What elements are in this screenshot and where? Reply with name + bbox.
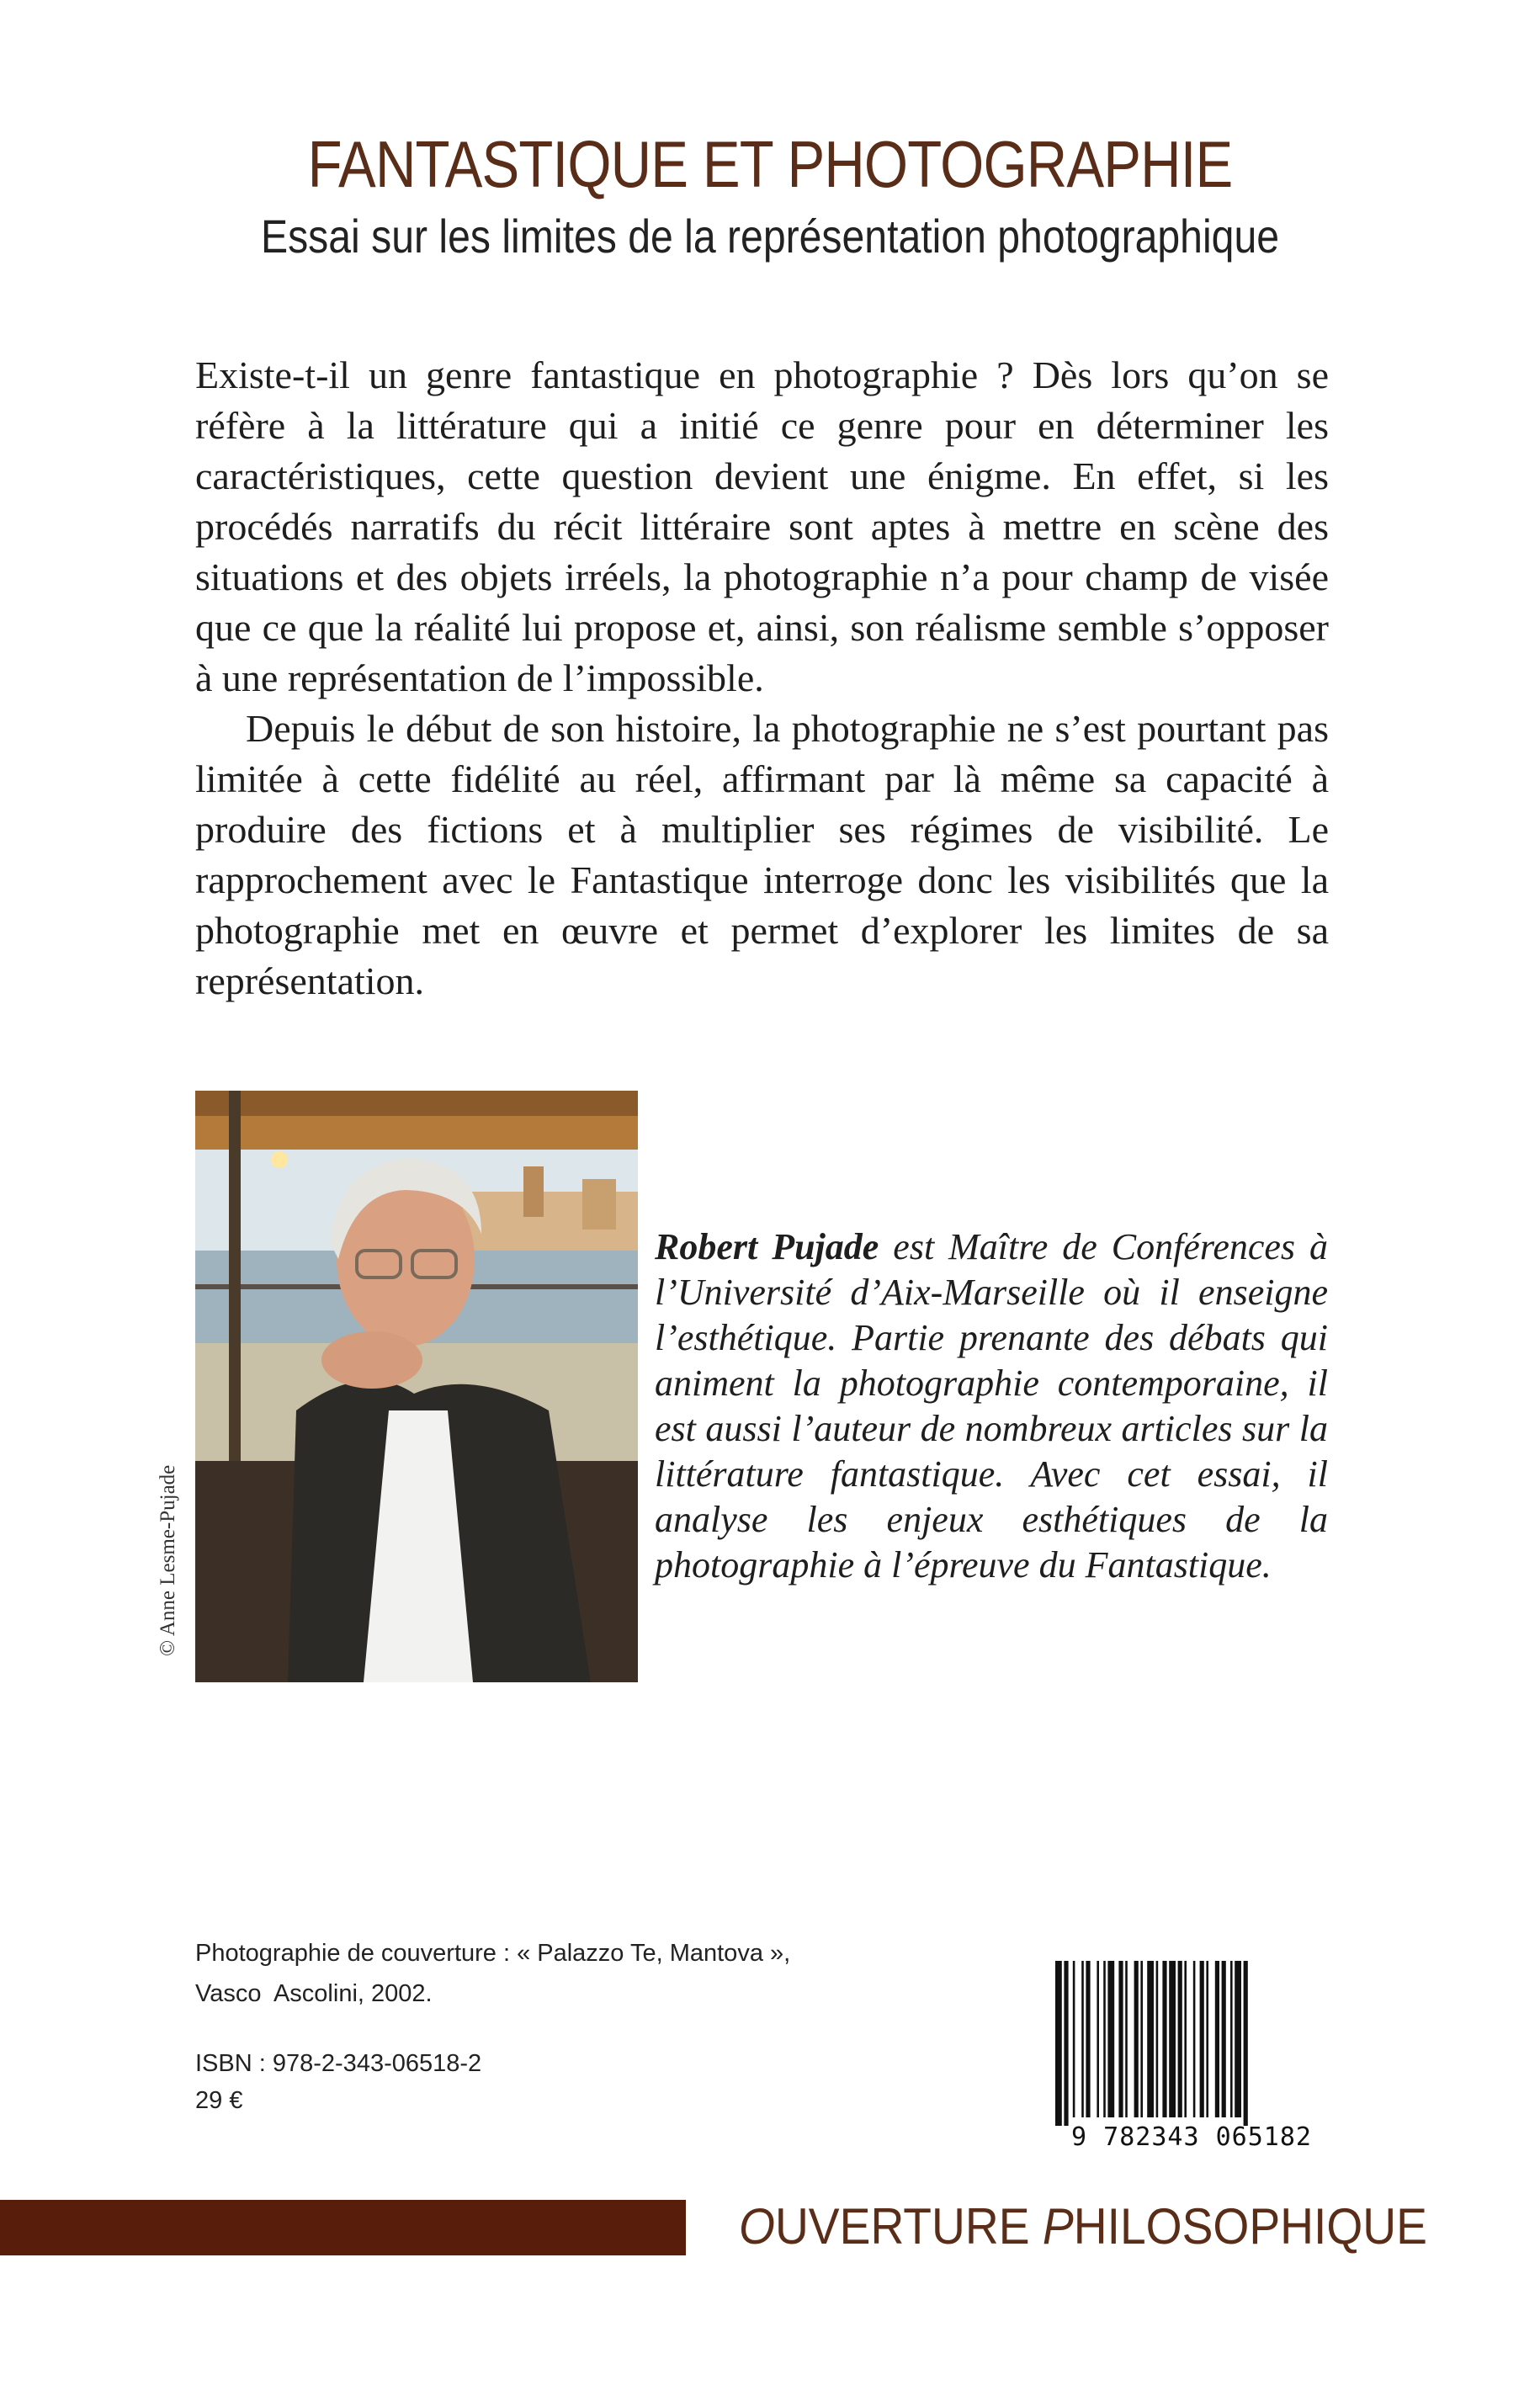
cover-photo-line-2: Vasco Ascolini, 2002. (195, 1980, 433, 2007)
barcode-bar (1169, 1961, 1176, 2117)
photo-credit: © Anne Lesme-Pujade (157, 1464, 179, 1656)
barcode-bar (1118, 1961, 1123, 2117)
isbn: ISBN : 978-2-343-06518-2 (195, 2050, 482, 2077)
collection-color-bar (0, 2200, 686, 2255)
barcode-bar (1081, 1961, 1084, 2117)
book-title: FANTASTIQUE ET PHOTOGRAPHIE (307, 127, 1233, 201)
collection-name (739, 2193, 1427, 2260)
barcode-bar (1193, 1961, 1196, 2117)
cover-photo-credit (195, 1933, 953, 2014)
barcode-bar (1086, 1961, 1090, 2117)
barcode (1054, 1961, 1330, 2126)
author-bio (655, 1224, 1328, 1588)
barcode-bar (1235, 1961, 1241, 2117)
barcode-bar (1073, 1961, 1075, 2117)
barcode-number: 9 782343 065182 (1071, 2122, 1312, 2152)
barcode-bar (1200, 1961, 1204, 2117)
barcode-bar (1097, 1961, 1099, 2117)
author-name: Robert Pujade (655, 1226, 879, 1267)
barcode-bar (1222, 1961, 1226, 2117)
collection-word-2: HILOSOPHIQUE (1073, 2198, 1427, 2255)
barcode-bar (1162, 1961, 1166, 2117)
back-cover-blurb (195, 350, 1329, 1007)
barcode-bar (1147, 1961, 1154, 2117)
blurb-paragraph-2: Depuis le début de son histoire, la photographie ne s’est pourtant pas limitée à cette fidélité au réel, affirmant par là même sa capacité à produire des fictions et à multiplier ses régimes de visibilité. Le rapprochement avec le Fantastique interroge donc les visibilités que la photographie met en œuvre et permet d’explorer les limites de sa représentation. (195, 707, 1329, 1002)
cover-photo-line-1: Photographie de couverture : « Palazzo Te, Mantova », (195, 1940, 791, 1967)
isbn-price-block (195, 2045, 481, 2119)
barcode-bar (1140, 1961, 1143, 2117)
barcode-bar (1125, 1961, 1128, 2117)
barcode-bar (1156, 1961, 1159, 2117)
barcode-bar (1206, 1961, 1208, 2117)
author-photo (195, 1091, 638, 1682)
barcode-bar (1244, 1961, 1248, 2126)
barcode-bar (1064, 1961, 1068, 2126)
collection-letter-p: P (1042, 2198, 1074, 2255)
blurb-paragraph-1: Existe-t-il un genre fantastique en photographie ? Dès lors qu’on se réfère à la littérature qui a initié ce genre pour en déterminer les caractéristiques, cette question devient une énigme. En effet, si les procédés narratifs du récit littéraire sont aptes à mettre en scène des situations et des objets irréels, la photographie n’a pour champ de visée que ce que la réalité lui propose et, ainsi, son réalisme semble s’opposer à une représentation de l’impossible. (195, 353, 1329, 699)
barcode-bar (1178, 1961, 1182, 2117)
barcode-bar (1055, 1961, 1062, 2126)
barcode-bar (1215, 1961, 1219, 2117)
barcode-bar (1230, 1961, 1233, 2117)
collection-letter-o: O (739, 2198, 775, 2255)
barcode-bar (1134, 1961, 1139, 2117)
author-bio-text: est Maître de Conférences à l’Université d’Aix-Marseille où il enseigne l’esthétique. Partie prenante des débats qui animent la photographie contemporaine, il est aussi l’auteur de nombreux articles sur la littérature fantastique. Avec cet essai, il analyse les enjeux esthétiques de la photographie à l’épreuve du Fantastique. (655, 1226, 1329, 1586)
barcode-bar (1184, 1961, 1187, 2117)
collection-word-1: UVERTURE (774, 2198, 1043, 2255)
book-subtitle: Essai sur les limites de la représentation photographique (260, 210, 1280, 263)
barcode-bar (1103, 1961, 1106, 2117)
barcode-bar (1107, 1961, 1114, 2117)
price: 29 € (195, 2087, 243, 2114)
